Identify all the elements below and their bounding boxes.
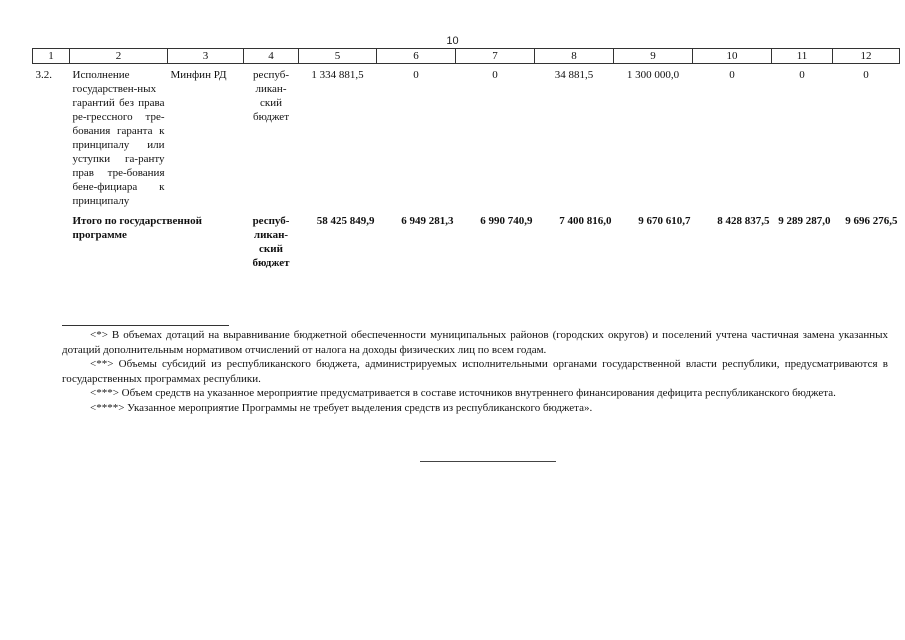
column-header: 12 [833, 49, 900, 64]
column-header: 2 [70, 49, 168, 64]
column-header: 9 [614, 49, 693, 64]
total-value-cell: 58 425 849,9 [316, 215, 375, 227]
value-cell: 1 300 000,0 [626, 69, 680, 81]
value-cell: 0 [413, 69, 419, 81]
value-cell: 0 [799, 69, 805, 81]
table-row-total [33, 208, 900, 270]
budget-table [32, 48, 900, 270]
footnotes [62, 328, 888, 416]
value-cell: 0 [863, 69, 869, 81]
column-header: 11 [772, 49, 833, 64]
column-header: 10 [693, 49, 772, 64]
column-header: 3 [168, 49, 244, 64]
footnote: <****> Указанное мероприятие Программы не требует выделения средств из республиканского бюджета». [90, 401, 593, 414]
column-header: 5 [299, 49, 377, 64]
total-label: Итого по государственной программе [72, 215, 202, 241]
value-cell: 0 [492, 69, 498, 81]
total-value-cell: 8 428 837,5 [717, 215, 770, 227]
column-header: 1 [33, 49, 70, 64]
footnote-separator [62, 325, 229, 326]
column-header: 7 [456, 49, 535, 64]
column-header: 6 [377, 49, 456, 64]
footnote: <**> Объемы субсидий из республиканского бюджета, администрируемых исполнительными органами государственной власти республики, предусматриваются в государственных программах республики. [62, 358, 888, 385]
page-number: 10 [446, 35, 459, 47]
total-funding-source: респуб-ликан-ский бюджет [252, 215, 290, 269]
measure-name: Исполнение государствен-ных гарантий без права ре-грессного тре-бования гаранта к принципалу или уступки га-ранту прав тре-бования бене-фициара к принципалу [72, 69, 165, 207]
funding-source: респуб-ликан-ский бюджет [252, 69, 290, 123]
executor: Минфин РД [170, 69, 227, 81]
column-header: 4 [244, 49, 299, 64]
total-value-cell: 9 670 610,7 [638, 215, 691, 227]
footnote: <*> В объемах дотаций на выравнивание бюджетной обеспеченности муниципальных районов (городских округов) и поселений учтена частичная замена указанных дотаций дополнительным нормативом отчислений от налога на доходы физических лиц по всем годам. [62, 329, 888, 356]
column-number-row [33, 49, 900, 64]
total-value-cell: 6 990 740,9 [480, 215, 533, 227]
total-value-cell: 7 400 816,0 [559, 215, 612, 227]
total-value-cell: 9 289 287,0 [778, 215, 831, 227]
column-header: 8 [535, 49, 614, 64]
end-separator [420, 461, 556, 462]
total-value-cell: 9 696 276,5 [845, 215, 898, 227]
row-number: 3.2. [35, 69, 52, 81]
value-cell: 0 [729, 69, 735, 81]
total-value-cell: 6 949 281,3 [401, 215, 454, 227]
value-cell: 34 881,5 [554, 69, 594, 81]
footnote: <***> Объем средств на указанное мероприятие предусматривается в составе источников внутреннего финансирования дефицита республиканского бюджета. [90, 387, 836, 400]
value-cell: 1 334 881,5 [311, 69, 364, 81]
table-row-3-2 [33, 64, 900, 209]
